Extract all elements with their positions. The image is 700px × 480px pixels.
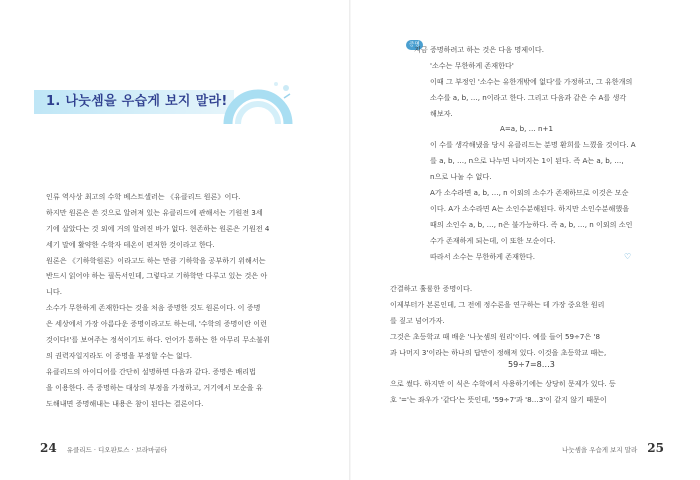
proof-line: 수가 존재하게 되는데, 이 또한 모순이다. [430, 235, 556, 245]
body-line: 도해내면 증명해내는 내용은 참이 된다는 결론이다. [46, 398, 204, 408]
proof-line: '소수는 무한하게 존재한다' [430, 60, 514, 70]
division-formula: 59÷7=8…3 [508, 360, 555, 369]
body-line: 를 짚고 넘어가자. [390, 315, 445, 325]
body-line: 것이다!'를 보여주는 정석이기도 하다. 언어가 통하는 한 아무리 무소불위 [46, 335, 270, 345]
proof-badge: 증명 [406, 40, 423, 50]
proof-line: 를 a, b, …, n으로 나누면 나머지는 1이 된다. 즉 A는 a, b, …, [430, 156, 624, 166]
proof-line: 이 수를 생각해냈을 당시 유클리드는 분명 환희를 느꼈을 것이다. A [430, 140, 636, 150]
body-line: 을 이용한다. 즉 증명하는 대상의 부정을 가정하고, 거기에서 모순을 유 [46, 382, 263, 392]
proof-line: 따라서 소수는 무한하게 존재한다. [430, 251, 535, 261]
running-head-right: 나눗셈을 우습게 보지 말라 [562, 446, 638, 454]
right-footer [562, 441, 664, 455]
right-page [350, 0, 700, 480]
running-head-left: 유클리드 · 디오판토스 · 브라마굽타 [66, 446, 168, 454]
page-number-left: 24 [40, 441, 57, 455]
body-line [390, 360, 616, 376]
body-line: 유클리드의 아이디어를 간단히 설명하면 다음과 같다. 증명은 배리법 [46, 366, 256, 376]
body-line: 소수가 무한하게 존재한다는 것을 처음 증명한 것도 원론이다. 이 증명 [46, 303, 261, 313]
page-number-right: 25 [647, 441, 664, 455]
body-line: 간결하고 훌륭한 증명이다. [390, 284, 473, 293]
proof-text [414, 42, 636, 264]
body-line: 과 나머지 3'이라는 하나의 답만이 정해져 있다. 이것을 초등학교 때는, [390, 347, 607, 357]
heart-icon: ♡ [624, 252, 632, 261]
proof-line: 때의 소인수 a, b, …, n은 불가능하다. 즉 a, b, …, n 이외의 소인 [430, 219, 633, 229]
proof-line: A가 소수라면 a, b, …, n 이외의 소수가 존재하므로 이것은 모순 [430, 188, 629, 198]
proof-line: A=a, b, … n+1 [500, 124, 553, 134]
body-line: 세기 말에 활약한 수학자 테온이 편저한 것이라고 한다. [46, 239, 215, 249]
left-body-text [46, 189, 270, 411]
body-line: 이제부터가 본론인데, 그 전에 정수론을 연구하는 데 가장 중요한 원리 [390, 299, 605, 309]
body-line: 호 '='는 좌우가 '같다'는 뜻인데, '59÷7'과 '8…3'이 같지 않기 때문이 [390, 395, 607, 405]
chapter-title: 1. 나눗셈을 우습게 보지 말라! [46, 94, 228, 109]
left-footer [40, 441, 167, 455]
proof-line: 소수를 a, b, …, n이라고 한다. 그리고 다음과 같은 수 A를 생각 [430, 92, 627, 102]
body-line: 의 권력자일지라도 이 증명을 부정할 수는 없다. [46, 350, 192, 360]
body-line: 니다. [46, 287, 62, 297]
proof-line: 이때 그 부정인 '소수는 유한개밖에 없다'를 가정하고, 그 유한개의 [430, 76, 633, 86]
proof-line: 해보자. [430, 108, 453, 118]
body-line: 반드시 읽어야 하는 필독서인데, 그렇다고 기하학만 다루고 있는 것은 아 [46, 271, 268, 281]
proof-line: n으로 나눌 수 없다. [430, 172, 492, 182]
body-line: 하지만 원론은 쓴 것으로 알려져 있는 유클리드에 관해서는 기원전 3세 [46, 207, 263, 217]
proof-line: 지금 증명하려고 하는 것은 다음 명제이다. [414, 45, 545, 54]
body-line: 기에 살았다는 것 외에 거의 알려진 바가 없다. 현존하는 원론은 기원전 4 [46, 223, 270, 233]
right-body-text [390, 281, 616, 408]
body-line: 그것은 초등학교 때 배운 '나눗셈의 원리'이다. 예를 들어 59÷7은 '8 [390, 331, 601, 341]
chapter-title-banner [34, 78, 296, 130]
body-line: 인류 역사상 최고의 수학 베스트셀러는 《유클리드 원론》이다. [46, 192, 241, 201]
body-line: 으로 썼다. 하지만 이 식은 수학에서 사용하기에는 상당히 문제가 있다. 등 [390, 379, 616, 389]
body-line: 은 세상에서 가장 아름다운 증명이라고도 하는데, '수학의 증명이란 이런 [46, 319, 267, 329]
proof-line: 이다. A가 소수라면 A는 소인수분해된다. 하지만 소인수분해했을 [430, 203, 630, 213]
rainbow-decoration-icon [222, 78, 296, 126]
body-line: 원론은 《기하학원론》이라고도 하는 만큼 기하학을 공부하기 위해서는 [46, 255, 266, 265]
